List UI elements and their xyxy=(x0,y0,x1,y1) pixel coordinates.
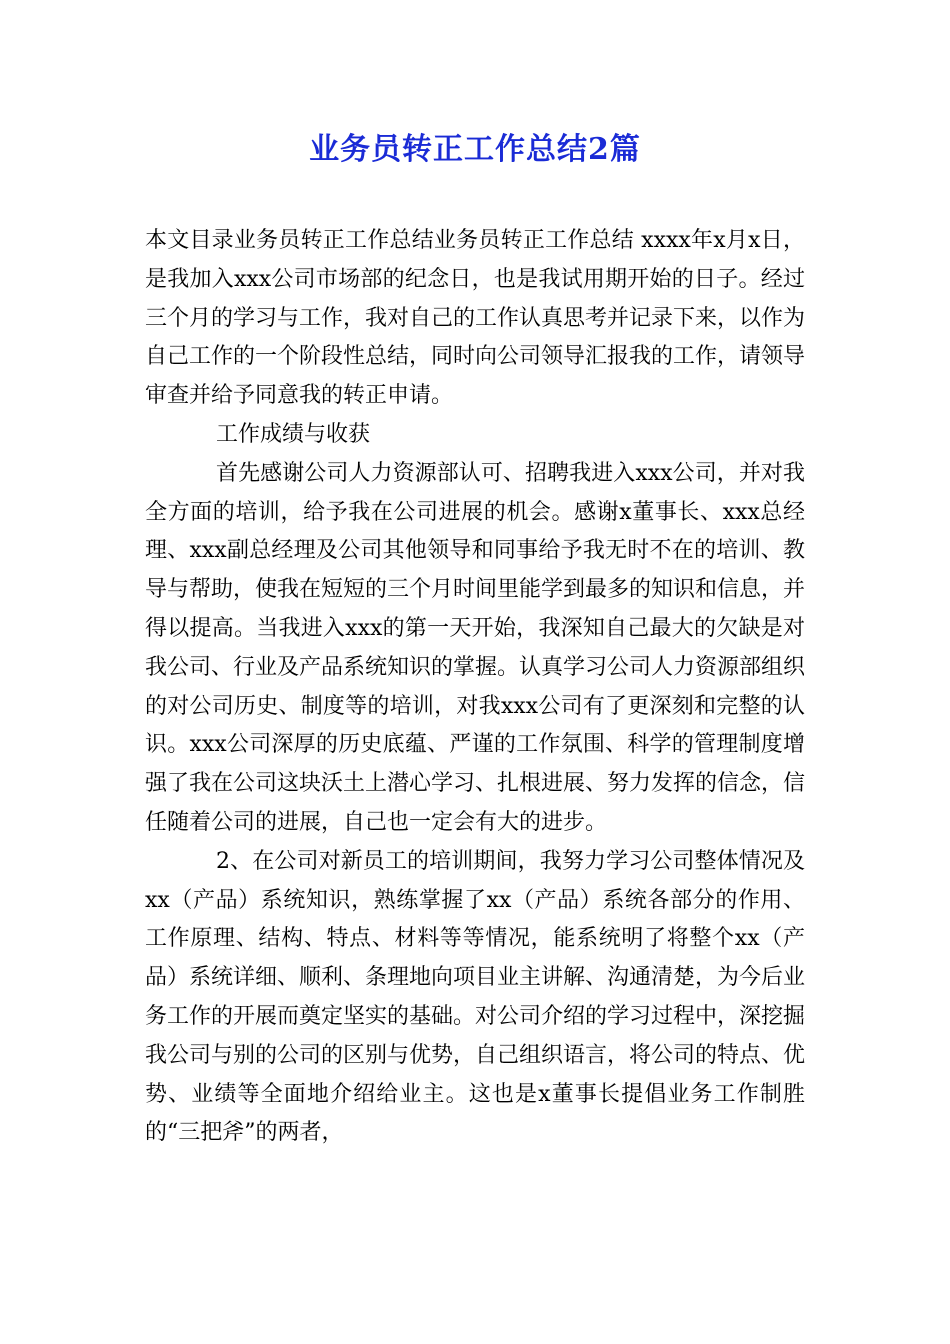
document-title: 业务员转正工作总结2篇 xyxy=(309,132,641,167)
section-heading: 工作成绩与收获 xyxy=(216,421,371,447)
paragraph-training: 2、在公司对新员工的培训期间，我努力学习公司整体情况及xx（产品）系统知识，熟练掌握了xx（产品）系统各部分的作用、工作原理、结构、特点、材料等等情况，能系统明了将整个xx（产品）系统详细、顺利、条理地向项目业主讲解、沟通清楚，为今后业务工作的开展而奠定坚实的基础。对公司介绍的学习过程中，深挖掘我公司与别的公司的区别与优势，自己组织语言，将公司的特点、优势、业绩等全面地介绍给业主。这也是x董事长提倡业务工作制胜的“三把斧”的两者， xyxy=(145,848,806,1146)
paragraph-thanks: 首先感谢公司人力资源部认可、招聘我进入xxx公司，并对我全方面的培训，给予我在公司进展的机会。感谢x董事长、xxx总经理、xxx副总经理及公司其他领导和同事给予我无时不在的培训、教导与帮助，使我在短短的三个月时间里能学到最多的知识和信息，并得以提高。当我进入xxx的第一天开始，我深知自己最大的欠缺是对我公司、行业及产品系统知识的掌握。认真学习公司人力资源部组织的对公司历史、制度等的培训，对我xxx公司有了更深刻和完整的认识。xxx公司深厚的历史底蕴、严谨的工作氛围、科学的管理制度增强了我在公司这块沃土上潜心学习、扎根进展、努力发挥的信念，信任随着公司的进展，自己也一定会有大的进步。 xyxy=(145,460,806,835)
paragraph-intro: 本文目录业务员转正工作总结业务员转正工作总结 xxxx年x月x日，是我加入xxx公司市场部的纪念日，也是我试用期开始的日子。经过三个月的学习与工作，我对自己的工作认真思考并记录下来，以作为自己工作的一个阶段性总结，同时向公司领导汇报我的工作，请领导审查并给予同意我的转正申请。 xyxy=(145,228,806,409)
document-body xyxy=(145,222,805,1153)
